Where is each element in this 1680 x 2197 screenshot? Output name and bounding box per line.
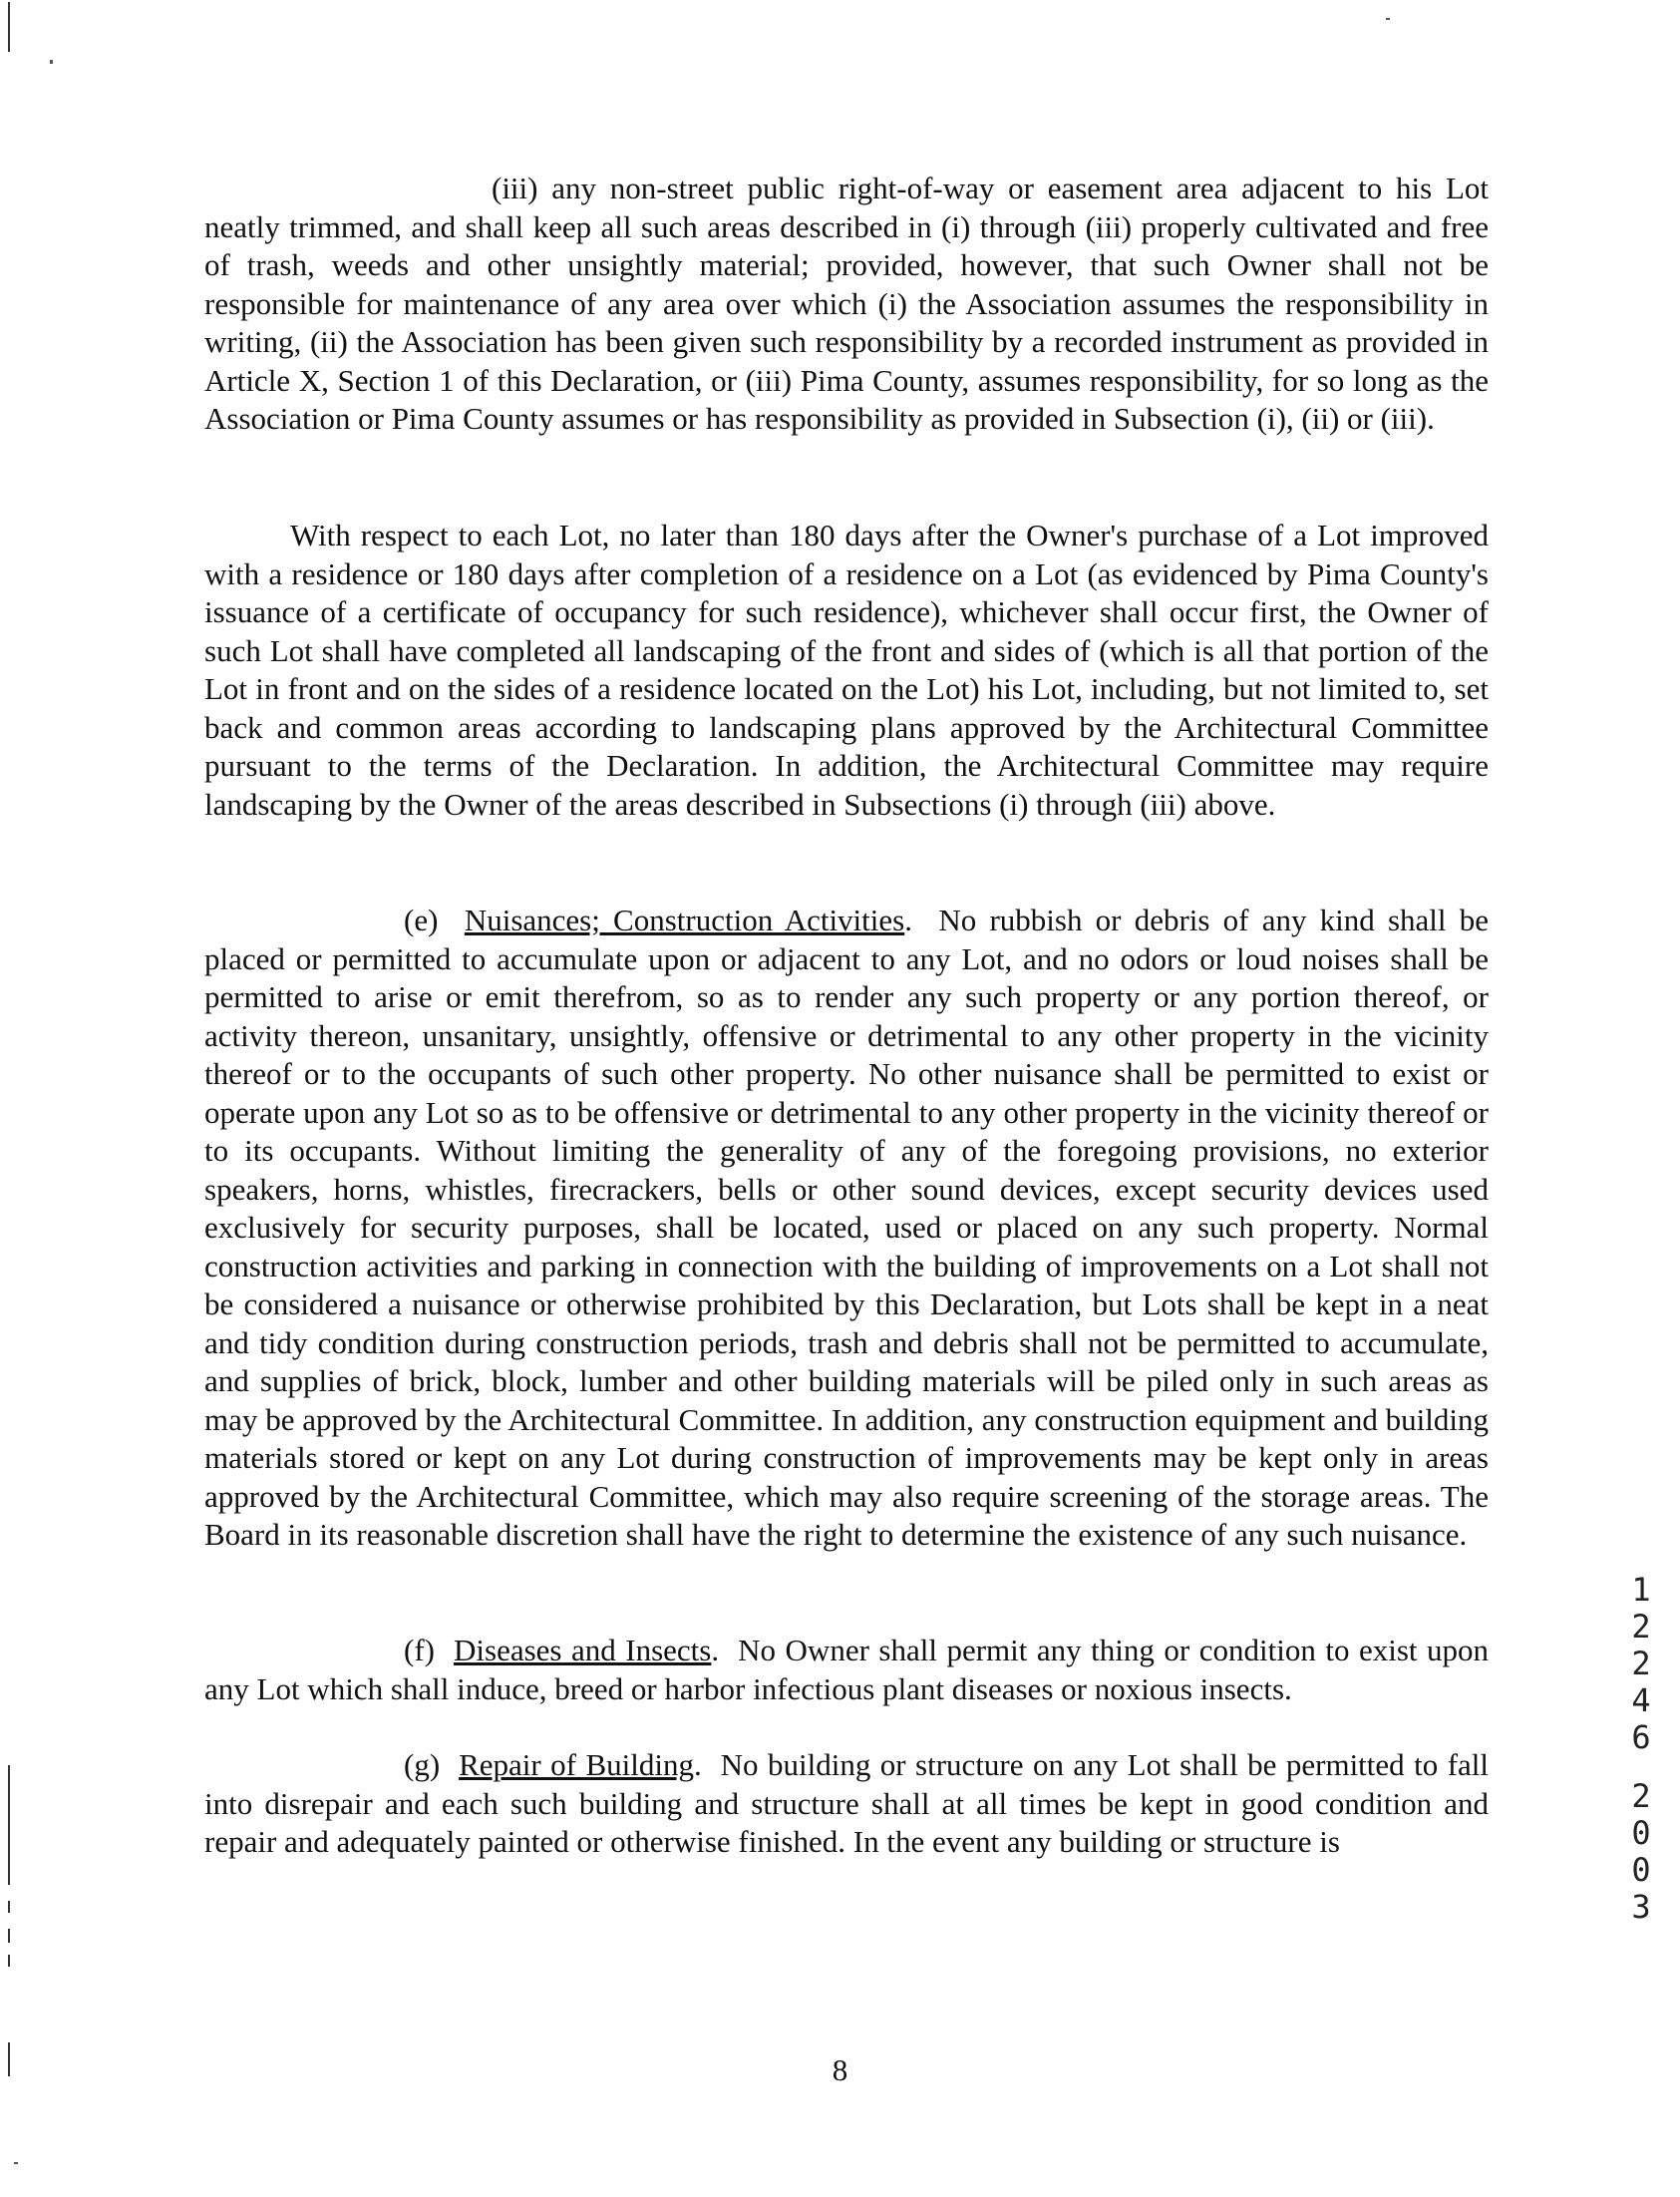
- scan-margin-mark: [8, 2, 10, 52]
- paragraph-landscaping-maintenance: [204, 170, 1489, 439]
- stamp-digit: 0: [1631, 1814, 1651, 1852]
- section-e-nuisances: (e) Nuisances; Construction Activities. No rubbish or debris of any kind shall be placed or permitted to accumulate upon or adjacent to any Lot, and no odors or loud noises shall be permitted to arise or emit therefrom, so as to render any such property or any portion thereof, or activity thereon, unsanitary, unsightly, offensive or detrimental to any other property in the vicinity thereof or to the occupants of such other property. No other nuisance shall be permitted to exist or operate upon any Lot so as to be offensive or detrimental to any other property in the vicinity thereof or to its occupants. Without limiting the generality of any of the foregoing provisions, no exterior speakers, horns, whistles, firecrackers, bells or other sound devices, except security devices used exclusively for security purposes, shall be located, used or placed on any such property. Normal construction activities and parking in connection with the building of improvements on a Lot shall not be considered a nuisance or otherwise prohibited by this Declaration, but Lots shall be kept in a neat and tidy condition during construction periods, trash and debris shall not be permitted to accumulate, and supplies of brick, block, lumber and other building materials will be piled only in such areas as may be approved by the Architectural Committee. In addition, any construction equipment and building materials stored or kept on any Lot during construction of improvements may be kept only in areas approved by the Architectural Committee, which may also require screening of the storage areas. The Board in its reasonable discretion shall have the right to determine the existence of any such nuisance.: [204, 903, 1489, 1552]
- stamp-digit: 3: [1631, 1888, 1651, 1926]
- stamp-digit: 6: [1631, 1718, 1651, 1756]
- scan-margin-mark: [8, 1929, 10, 1943]
- section-heading: Repair of Building: [459, 1747, 694, 1782]
- scan-margin-mark: [8, 1765, 10, 1885]
- paragraph-text: No building or structure on any Lot shall be permitted to fall into disrepair and each such building and structure shall at all times be kept in good condition and repair and adequately painted or otherwise finished. In the event any building or structure is: [204, 1747, 1489, 1859]
- scan-speck: [1386, 18, 1390, 20]
- section-heading: Nuisances; Construction Activities: [464, 903, 905, 937]
- paragraph-text: With respect to each Lot, no later than 180 days after the Owner's purchase of a Lot improved with a residence or 180 days after completion of a residence on a Lot (as evidenced by Pima County's issuance of a certificate of occupancy for such residence), whichever shall occur first, the Owner of such Lot shall have completed all landscaping of the front and sides of (which is all that portion of the Lot in front and on the sides of a residence located on the Lot) his Lot, including, but not limited to, set back and common areas according to landscaping plans approved by the Architectural Committee pursuant to the terms of the Declaration. In addition, the Architectural Committee may require landscaping by the Owner of the areas described in Subsections (i) through (iii) above.: [204, 518, 1489, 822]
- scan-speck: [50, 60, 53, 64]
- page-number: 8: [832, 2052, 848, 2087]
- scan-margin-mark: [8, 1955, 10, 1967]
- section-label: (g): [404, 1747, 441, 1782]
- stamp-digit: 0: [1631, 1851, 1651, 1889]
- stamp-digit: 2: [1631, 1777, 1651, 1815]
- section-label: (e): [404, 903, 439, 937]
- scan-speck: [14, 2162, 18, 2164]
- paragraph-text: (iii) any non-street public right-of-way or easement area adjacent to his Lot neatly trimmed, and shall keep all such areas described in (i) through (iii) properly cultivated and free of trash, weeds and other unsightly material; provided, however, that such Owner shall not be responsible for maintenance of any area over which (i) the Association assumes the responsibility in writing, (ii) the Association has been given such responsibility by a recorded instrument as provided in Article X, Section 1 of this Declaration, or (iii) Pima County, assumes responsibility, for so long as the Association or Pima County assumes or has responsibility as provided in Subsection (i), (ii) or (iii).: [204, 171, 1489, 436]
- paragraph-landscaping-deadline: [204, 517, 1489, 824]
- stamp-digit: 4: [1631, 1681, 1651, 1719]
- paragraph-text: No rubbish or debris of any kind shall be placed or permitted to accumulate upon or adjacent to any Lot, and no odors or loud noises shall be permitted to arise or emit therefrom, so as to render any such property or any portion thereof, or activity thereon, unsanitary, unsightly, offensive or detrimental to any other property in the vicinity thereof or to the occupants of such other property. No other nuisance shall be permitted to exist or operate upon any Lot so as to be offensive or detrimental to any other property in the vicinity thereof or to its occupants. Without limiting the generality of any of the foregoing provisions, no exterior speakers, horns, whistles, firecrackers, bells or other sound devices, except security devices used exclusively for security purposes, shall be located, used or placed on any such property. Normal construction activities and parking in connection with the building of improvements on a Lot shall not be considered a nuisance or otherwise prohibited by this Declaration, but Lots shall be kept in a neat and tidy condition during construction periods, trash and debris shall not be permitted to accumulate, and supplies of brick, block, lumber and other building materials will be piled only in such areas as may be approved by the Architectural Committee. In addition, any construction equipment and building materials stored or kept on any Lot during construction of improvements may be kept only in areas approved by the Architectural Committee, which may also require screening of the storage areas. The Board in its reasonable discretion shall have the right to determine the existence of any such nuisance.: [204, 903, 1489, 1552]
- stamp-digit: 2: [1631, 1608, 1651, 1646]
- paragraph-text: No Owner shall permit any thing or condition to exist upon any Lot which shall induce, breed or harbor infectious plant diseases or noxious insects.: [204, 1633, 1490, 1706]
- section-heading: Diseases and Insects: [454, 1633, 712, 1667]
- recording-number-stamp: [1623, 1572, 1659, 1926]
- section-f-diseases-insects: (f) Diseases and Insects. No Owner shall permit any thing or condition to exist upon any Lot which shall induce, breed or harbor infectious plant diseases or noxious insects.: [204, 1633, 1490, 1706]
- stamp-digit: 2: [1631, 1645, 1651, 1682]
- stamp-digit: 1: [1631, 1571, 1651, 1609]
- section-g-repair-of-building: (g) Repair of Building. No building or structure on any Lot shall be permitted to fall into disrepair and each such building and structure shall at all times be kept in good condition and repair and adequately painted or otherwise finished. In the event any building or structure is: [204, 1747, 1489, 1859]
- section-label: (f): [404, 1633, 435, 1667]
- scan-margin-mark: [8, 1901, 10, 1913]
